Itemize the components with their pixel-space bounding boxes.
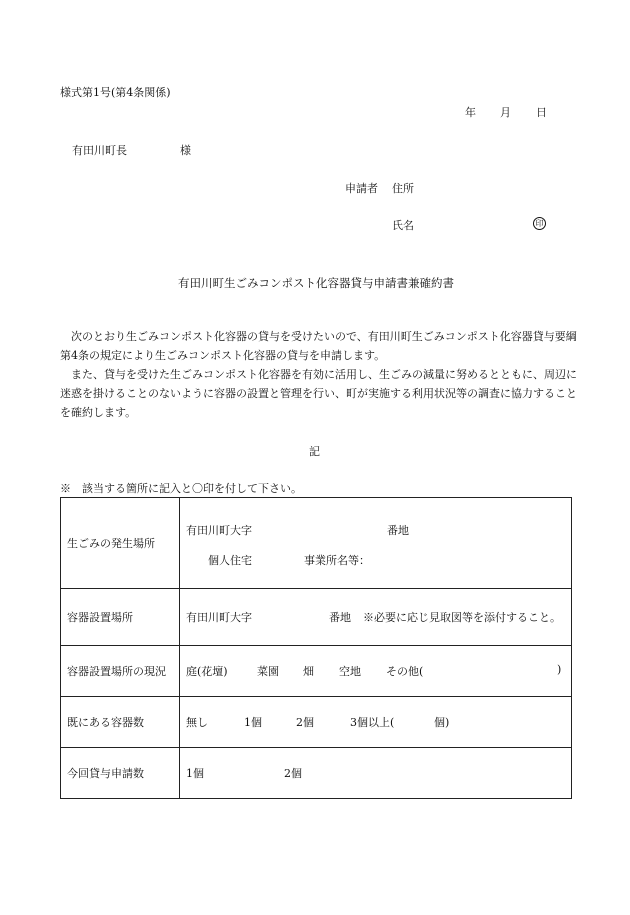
applicant-label: 申請者 bbox=[345, 182, 378, 195]
option-none[interactable]: 無し bbox=[186, 716, 208, 729]
applicant-name-label: 氏名 bbox=[392, 219, 414, 232]
addressee-name: 有田川町長 bbox=[72, 144, 127, 157]
date-year-label: 年 bbox=[465, 106, 476, 119]
other-close-paren: ) bbox=[557, 663, 562, 676]
generation-place-field[interactable] bbox=[180, 498, 572, 589]
existing-count-field[interactable] bbox=[180, 697, 572, 748]
option-vacant-lot[interactable]: 空地 bbox=[339, 665, 361, 678]
install-attachment-note: ※必要に応じ見取図等を添付すること。 bbox=[363, 611, 561, 624]
row-label-existing-count: 既にある容器数 bbox=[61, 697, 180, 748]
date-day-label: 日 bbox=[536, 106, 547, 119]
row-label-install-place: 容器設置場所 bbox=[61, 589, 180, 646]
application-table bbox=[60, 497, 572, 799]
seal-text: 印 bbox=[533, 217, 546, 230]
install-banchi: 番地 bbox=[329, 611, 351, 624]
form-number: 様式第1号(第4条関係) bbox=[60, 86, 171, 99]
option-business-name[interactable]: 事業所名等： bbox=[304, 554, 370, 567]
ki-heading: 記 bbox=[309, 445, 320, 458]
seal-mark-icon bbox=[533, 216, 546, 230]
option-field[interactable]: 畑 bbox=[303, 665, 314, 678]
table-row-install-place bbox=[61, 589, 572, 646]
applicant-address-label: 住所 bbox=[392, 182, 414, 195]
row-label-install-condition: 容器設置場所の現況 bbox=[61, 646, 180, 697]
body-paragraph-1: 次のとおり生ごみコンポスト化容器の貸与を受けたいので、有田川町生ごみコンポスト化容器貸与要綱第4条の規定により生ごみコンポスト化容器の貸与を申請します。 bbox=[60, 330, 577, 362]
option-garden[interactable]: 庭(花壇) bbox=[186, 665, 228, 678]
option-other[interactable]: その他( bbox=[386, 665, 424, 678]
three-plus-unit: 個) bbox=[434, 716, 450, 729]
install-address-prefix: 有田川町大字 bbox=[186, 611, 252, 624]
install-place-field[interactable] bbox=[180, 589, 572, 646]
option-one[interactable]: 1個 bbox=[244, 716, 262, 729]
row-label-generation-place: 生ごみの発生場所 bbox=[61, 498, 180, 589]
option-vegetable-garden[interactable]: 菜園 bbox=[257, 665, 279, 678]
body-paragraph-2: また、貸与を受けた生ごみコンポスト化容器を有効に活用し、生ごみの減量に努めるとともに、周辺に迷惑を掛けることのないように容器の設置と管理を行い、町が実施する利用状況等の調査に協力することを確約します。 bbox=[60, 368, 577, 419]
option-private-home[interactable]: 個人住宅 bbox=[208, 554, 252, 567]
addressee-honorific: 様 bbox=[180, 144, 191, 157]
body-text bbox=[60, 327, 580, 422]
request-option-two[interactable]: 2個 bbox=[284, 767, 302, 780]
request-option-one[interactable]: 1個 bbox=[186, 767, 204, 780]
install-condition-field[interactable] bbox=[180, 646, 572, 697]
instruction-note: ※ 該当する箇所に記入と〇印を付して下さい。 bbox=[60, 482, 302, 495]
request-count-field[interactable] bbox=[180, 748, 572, 799]
generation-address-prefix: 有田川町大字 bbox=[186, 524, 252, 537]
table-row-generation-place bbox=[61, 498, 572, 589]
generation-banchi: 番地 bbox=[387, 524, 409, 537]
row-label-request-count: 今回貸与申請数 bbox=[61, 748, 180, 799]
document-title: 有田川町生ごみコンポスト化容器貸与申請書兼確約書 bbox=[178, 276, 454, 290]
table-row-request-count bbox=[61, 748, 572, 799]
table-row-existing-count bbox=[61, 697, 572, 748]
option-three-plus[interactable]: 3個以上( bbox=[350, 716, 395, 729]
date-month-label: 月 bbox=[500, 106, 511, 119]
option-two[interactable]: 2個 bbox=[296, 716, 314, 729]
table-row-install-condition bbox=[61, 646, 572, 697]
